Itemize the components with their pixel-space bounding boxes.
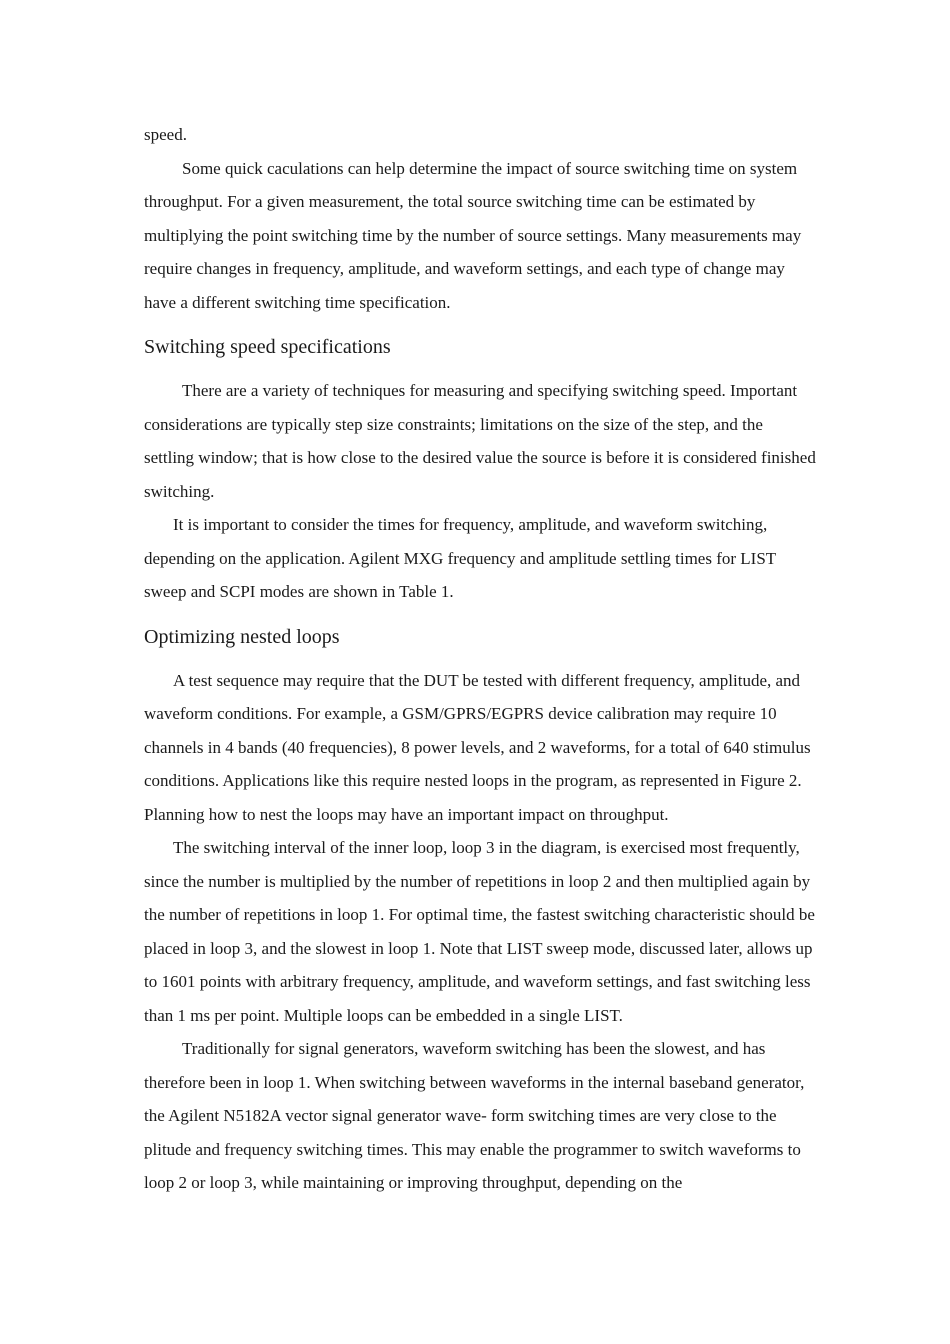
heading-switching-speed-specifications: Switching speed specifications [144,336,391,358]
paragraph-speed-fragment: speed. [144,125,187,144]
document-body [144,118,816,1200]
paragraph-switching-times: It is important to consider the times for frequency, amplitude, and waveform switching, depending on the application. Agilent MXG frequency and amplitude settling times for LIST sweep and SCPI modes are shown in Table 1. [144,515,776,601]
heading-optimizing-nested-loops: Optimizing nested loops [144,625,340,648]
paragraph-waveform-switching: Traditionally for signal generators, waveform switching has been the slowest, and has therefore been in loop 1. When switching between waveforms in the internal baseband generator, the Agilent N5182A vector signal generator wave- form switching times are very close to the plitude and frequency switching times. This may enable the programmer to switch waveforms to loop 2 or loop 3, while maintaining or improving throughput, depending on the [144,1039,805,1192]
paragraph-test-sequence: A test sequence may require that the DUT be tested with different frequency, amplitude, and waveform conditions. For example, a GSM/GPRS/EGPRS device calibration may require 10 channels in 4 bands (40 frequencies), 8 power levels, and 2 waveforms, for a total of 640 stimulus conditions. Applications like this require nested loops in the program, as represented in Figure 2. Planning how to nest the loops may have an important impact on throughput. [144,670,811,824]
paragraph-measuring-techniques: There are a variety of techniques for measuring and specifying switching speed. Important considerations are typically step size constraints; limitations on the size of the step, and the settling window; that is how close to the desired value the source is before it is considered finished switching. [144,381,816,501]
paragraph-quick-calculations: Some quick caculations can help determine the impact of source switching time on system throughput. For a given measurement, the total source switching time can be estimated by multiplying the point switching time by the number of source settings. Many measurements may require changes in frequency, amplitude, and waveform settings, and each type of change may have a different switching time specification. [144,158,802,312]
paragraph-inner-loop: The switching interval of the inner loop, loop 3 in the diagram, is exercised most frequently, since the number is multiplied by the number of repetitions in loop 2 and then multiplied again by the number of repetitions in loop 1. For optimal time, the fastest switching characteristic should be placed in loop 3, and the slowest in loop 1. Note that LIST sweep mode, discussed later, allows up to 1601 points with arbitrary frequency, amplitude, and waveform settings, and fast switching less than 1 ms per point. Multiple loops can be embedded in a single LIST. [144,838,815,1025]
